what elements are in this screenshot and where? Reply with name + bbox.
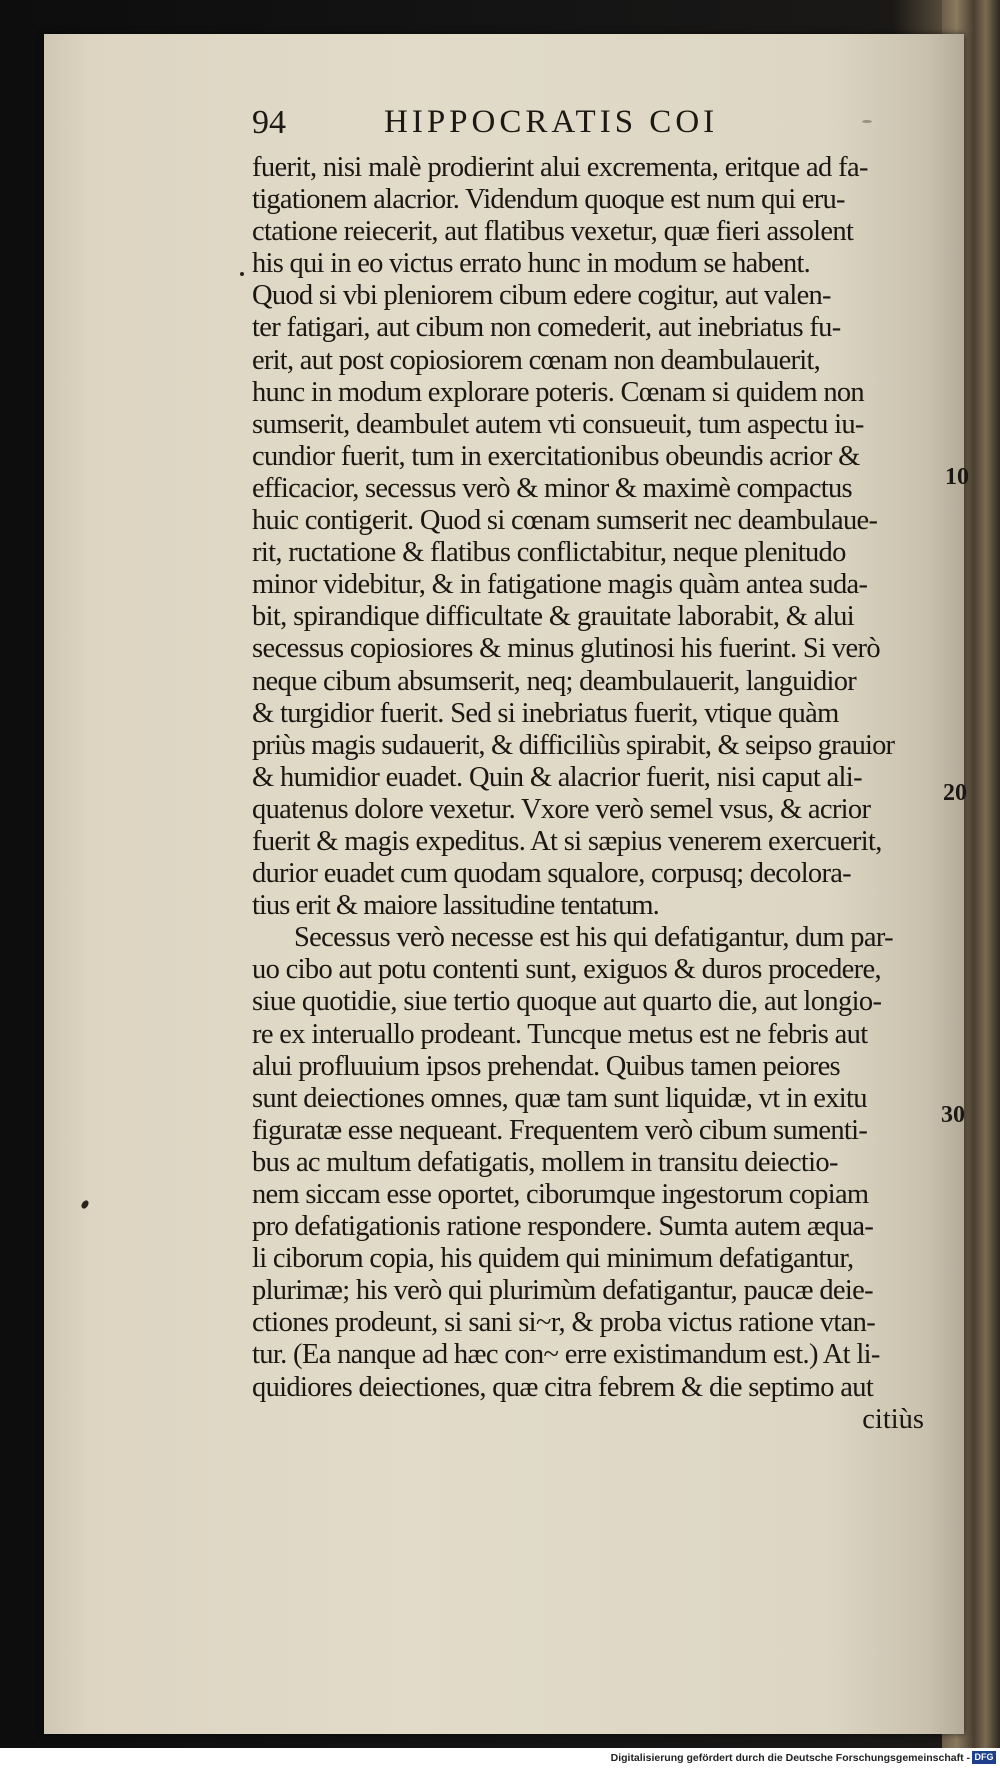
text-line: rit, ructatione & flatibus conflictabitur, neque plenitudo (252, 537, 846, 569)
ink-speck (862, 120, 872, 123)
dfg-logo: DFG (972, 1751, 996, 1764)
text-line: bus ac multum defatigatis, mollem in transitu deiectio- (252, 1146, 838, 1178)
text-line: tigationem alacrior. Videndum quoque est num qui eru- (252, 184, 845, 216)
text-line: sumserit, deambulet autem vti consueuit, tum aspectu iu- (252, 408, 864, 440)
line-number-10: 10 (945, 464, 969, 490)
text-line: huic contigerit. Quod si cœnam sumserit nec deambulaue- (252, 505, 878, 537)
text-line: tur. (Ea nanque ad hæc con~ erre existimandum est.) At li- (252, 1339, 880, 1371)
digitization-credit: Digitalisierung gefördert durch die Deutsche Forschungsgemeinschaft - (610, 1752, 970, 1764)
body-text (252, 152, 932, 1436)
text-line: ctiones prodeunt, si sani si~r, & proba victus ratione vtan- (252, 1307, 876, 1339)
text-line: & turgidior fuerit. Sed si inebriatus fuerit, vtique quàm (252, 697, 839, 729)
text-line: alui profluuium ipsos prehendat. Quibus tamen peiores (252, 1050, 840, 1082)
text-line: cundior fuerit, tum in exercitationibus obeundis acrior & (252, 440, 860, 472)
folio-number: 94 (252, 104, 286, 141)
text-line: fuerit & magis expeditus. At si sæpius venerem exercuerit, (252, 825, 882, 857)
text-line: erit, aut post copiosiorem cœnam non deambulauerit, (252, 344, 821, 376)
page-header (252, 104, 902, 144)
text-line: pro defatigationis ratione respondere. Sumta autem æqua- (252, 1211, 874, 1243)
text-line: durior euadet cum quodam squalore, corpusq; decolora- (252, 858, 851, 890)
ink-speck (240, 272, 244, 276)
text-line: neque cibum absumserit, neq; deambulauerit, languidior (252, 665, 857, 697)
text-line: quatenus dolore vexetur. Vxore verò semel vsus, & acrior (252, 793, 871, 825)
text-line: tius erit & maiore lassitudine tentatum. (252, 890, 659, 922)
text-line: fuerit, nisi malè prodierint alui excrementa, eritque ad fa- (252, 152, 868, 183)
text-line: figuratæ esse nequeant. Frequentem verò cibum sumenti- (252, 1114, 868, 1146)
text-line: quidiores deiectiones, quæ citra febrem & die septimo aut (252, 1371, 874, 1403)
line-number-30: 30 (941, 1102, 965, 1128)
text-line: siue quotidie, siue tertio quoque aut quarto die, aut longio- (252, 986, 882, 1018)
text-line: sunt deiectiones omnes, quæ tam sunt liquidæ, vt in exitu (252, 1082, 867, 1114)
text-line: his qui in eo victus errato hunc in modum se habent. (252, 248, 811, 280)
text-line: priùs magis sudauerit, & difficiliùs spirabit, & seipso grauior (252, 729, 895, 761)
text-line: re ex interuallo prodeant. Tuncque metus est ne febris aut (252, 1018, 868, 1050)
text-line: plurimæ; his verò qui plurimùm defatigantur, paucæ deie- (252, 1275, 873, 1307)
text-line: ctatione reiecerit, aut flatibus vexetur, quæ fieri assolent (252, 216, 854, 248)
text-line: secessus copiosiores & minus glutinosi his fuerint. Si verò (252, 633, 880, 665)
text-line: bit, spirandique difficultate & grauitate laborabit, & alui (252, 601, 854, 633)
text-line: Quod si vbi pleniorem cibum edere cogitur, aut valen- (252, 280, 831, 312)
text-line: hunc in modum explorare poteris. Cœnam si quidem non (252, 376, 864, 408)
text-line: Secessus verò necesse est his qui defatigantur, dum par- (294, 922, 893, 954)
line-number-20: 20 (943, 780, 967, 806)
catchword: citiùs (862, 1403, 924, 1435)
text-line: & humidior euadet. Quin & alacrior fuerit, nisi caput ali- (252, 761, 862, 793)
running-title: HIPPOCRATIS COI (384, 104, 719, 140)
text-line: efficacior, secessus verò & minor & maximè compactus (252, 472, 852, 504)
text-line: li ciborum copia, his quidem qui minimum defatigantur, (252, 1243, 854, 1275)
text-line: nem siccam esse oportet, ciborumque ingestorum copiam (252, 1179, 869, 1210)
text-line: uo cibo aut potu contenti sunt, exiguos & duros procedere, (252, 954, 881, 986)
text-line: minor videbitur, & in fatigatione magis quàm antea suda- (252, 569, 868, 601)
text-line: ter fatigari, aut cibum non comederit, aut inebriatus fu- (252, 312, 841, 344)
